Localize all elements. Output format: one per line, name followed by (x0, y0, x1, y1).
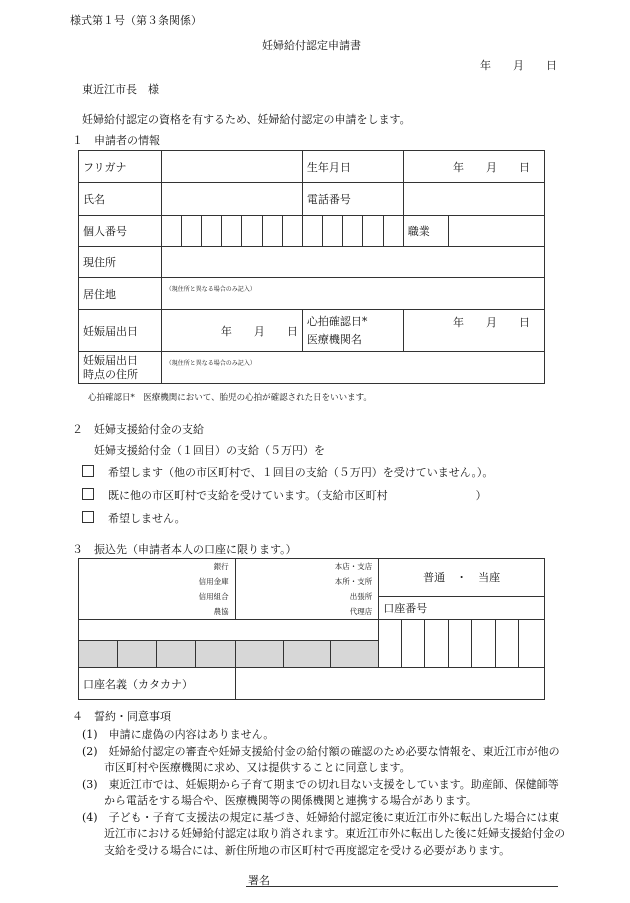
pregnancy-address-note: （現住所と異なる場合のみ記入） (165, 360, 256, 367)
account-digit[interactable] (402, 620, 425, 668)
birthdate-label: 生年月日 (302, 151, 403, 183)
applicant-table (78, 150, 545, 384)
option-already[interactable] (82, 487, 487, 503)
account-digit[interactable] (496, 620, 519, 668)
pregnancy-address-label-1: 妊娠届出日 (83, 353, 138, 367)
residence-field[interactable] (161, 278, 544, 310)
account-type-field[interactable]: 普通 ・ 当座 (379, 559, 545, 597)
form-number: 様式第１号（第３条関係） (70, 14, 202, 27)
branch-type-label: 代理店 (349, 607, 373, 616)
branch-name-field[interactable] (235, 559, 379, 620)
furigana-label: フリガナ (79, 151, 162, 183)
account-digit[interactable] (379, 620, 402, 668)
mynumber-digit[interactable] (383, 216, 403, 247)
bank-table (78, 558, 545, 700)
section3-heading: ３ 振込先（申請者本人の口座に限ります。） (72, 543, 297, 556)
bank-code-box[interactable] (156, 641, 195, 668)
branch-type-label: 本店・支店 (334, 562, 373, 571)
consent-list (82, 727, 565, 859)
consent-item: (3) 東近江市では、妊娠期から子育て期までの切れ目ない支援をしています。助産師、保健師等 (82, 777, 559, 791)
branch-code-box[interactable] (235, 641, 283, 668)
section4-heading: ４ 誓約・同意事項 (72, 710, 171, 723)
branch-code-box[interactable] (331, 641, 379, 668)
checkbox-already[interactable] (82, 488, 94, 500)
intro-text: 妊婦給付認定の資格を有するため、妊婦給付認定の申請をします。 (82, 113, 411, 126)
account-number-label: 口座番号 (379, 596, 545, 619)
residence-note: （現住所と異なる場合のみ記入） (165, 286, 256, 293)
pregnancy-address-field[interactable] (161, 352, 544, 384)
consent-item: から電話をする場合や、医療機関等の関係機関と連携する場合があります。 (82, 794, 477, 807)
name-label: 氏名 (79, 183, 162, 216)
phone-field[interactable] (403, 183, 544, 216)
bank-type-label: 信用金庫 (198, 577, 229, 586)
medical-label: 医療機関名 (306, 332, 362, 346)
occupation-label: 職業 (403, 216, 448, 247)
option-hope-label: 希望します（他の市区町村で、１回目の支給（５万円）を受けていません。）。 (108, 466, 494, 479)
mynumber-label: 個人番号 (79, 216, 162, 247)
heartbeat-label: 心拍確認日* (306, 314, 368, 328)
name-field[interactable] (161, 183, 302, 216)
option-decline[interactable] (82, 510, 186, 526)
section2-heading: ２ 妊婦支援給付金の支給 (72, 423, 204, 436)
account-holder-field[interactable] (235, 668, 544, 700)
bank-code-spacer (79, 620, 379, 641)
checkbox-hope[interactable] (82, 465, 94, 477)
heartbeat-footnote: 心拍確認日* 医療機関において、胎児の心拍が確認された日をいいます。 (88, 393, 372, 403)
consent-item: (2) 妊婦給付認定の審査や妊婦支援給付金の給付額の確認のため必要な情報を、東近江市が他の (82, 744, 560, 758)
branch-code-box[interactable] (283, 641, 331, 668)
signature-label: 署名 (248, 874, 270, 887)
signature-line[interactable] (246, 886, 558, 887)
branch-type-label: 本所・支所 (334, 577, 373, 586)
consent-item: 近江市における妊婦給付認定は取り消されます。東近江市外に転出した後に妊婦支援給付金の (82, 827, 566, 840)
bank-name-field[interactable] (79, 559, 236, 620)
pregnancy-date-field[interactable]: 年 月 日 (161, 310, 302, 352)
consent-item: 市区町村や医療機関に求め、又は提供することに同意します。 (82, 761, 411, 774)
account-digit[interactable] (449, 620, 472, 668)
checkbox-decline[interactable] (82, 511, 94, 523)
pregnancy-date-label: 妊娠届出日 (79, 310, 162, 352)
address-field[interactable] (161, 247, 544, 278)
mynumber-digit[interactable] (222, 216, 242, 247)
occupation-field[interactable] (449, 216, 545, 247)
bank-type-label: 信用組合 (198, 592, 229, 601)
account-digit[interactable] (518, 620, 544, 668)
mynumber-digit[interactable] (323, 216, 343, 247)
date-line: 年 月 日 (480, 59, 557, 72)
bank-code-box[interactable] (117, 641, 156, 668)
branch-type-label: 出張所 (349, 592, 373, 601)
mynumber-digit[interactable] (343, 216, 363, 247)
bank-code-box[interactable] (195, 641, 235, 668)
option-already-label: 既に他の市区町村で支給を受けています。（支給市区町村 ） (108, 489, 487, 502)
phone-label: 電話番号 (302, 183, 403, 216)
account-digit[interactable] (472, 620, 496, 668)
furigana-field[interactable] (161, 151, 302, 183)
address-label: 現住所 (79, 247, 162, 278)
section1-heading: １ 申請者の情報 (72, 134, 160, 147)
pregnancy-address-label (79, 352, 162, 384)
consent-item: (4) 子ども・子育て支援法の規定に基づき、妊婦給付認定後に東近江市外に転出した場合には東 (82, 810, 560, 824)
account-digit[interactable] (425, 620, 449, 668)
mynumber-digit[interactable] (282, 216, 302, 247)
bank-code-box[interactable] (79, 641, 118, 668)
bank-type-label: 農協 (213, 607, 229, 616)
pregnancy-address-label-2: 時点の住所 (83, 367, 138, 381)
mynumber-digit[interactable] (363, 216, 383, 247)
section2-subtext: 妊婦支援給付金（１回目）の支給（５万円）を (94, 444, 325, 457)
consent-item: 支給を受ける場合には、新住所地の市区町村で再度認定を受ける必要があります。 (82, 843, 511, 857)
heartbeat-date-field[interactable]: 年 月 日 (403, 310, 544, 352)
mynumber-digit[interactable] (161, 216, 181, 247)
addressee: 東近江市長 様 (82, 83, 159, 96)
mynumber-digit[interactable] (262, 216, 282, 247)
account-holder-label: 口座名義（カタカナ） (79, 668, 236, 700)
birthdate-field[interactable]: 年 月 日 (403, 151, 544, 183)
heartbeat-medical-label (302, 310, 403, 352)
residence-label: 居住地 (79, 278, 162, 310)
option-decline-label: 希望しません。 (108, 512, 186, 525)
bank-type-label: 銀行 (213, 562, 229, 571)
option-hope[interactable] (82, 464, 493, 480)
mynumber-digit[interactable] (302, 216, 322, 247)
mynumber-digit[interactable] (181, 216, 201, 247)
consent-item: (1) 申請に虚偽の内容はありません。 (82, 728, 275, 741)
mynumber-digit[interactable] (202, 216, 222, 247)
form-title: 妊婦給付認定申請書 (262, 39, 361, 52)
mynumber-digit[interactable] (242, 216, 262, 247)
